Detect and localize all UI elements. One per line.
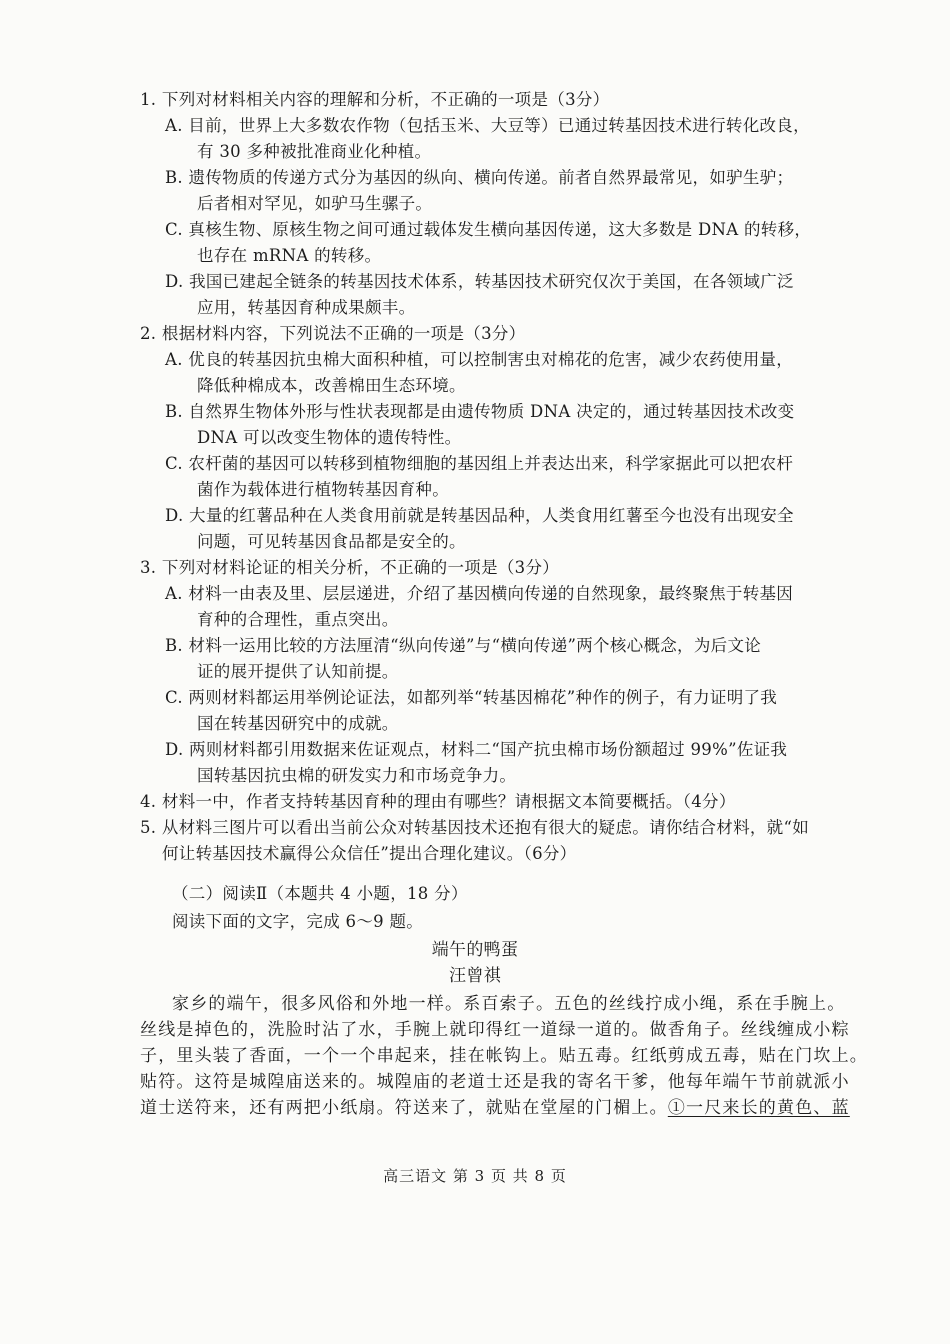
passage-line-4: 贴符。这符是城隍庙送来的。城隍庙的老道士还是我的寄名干爹，他每年端午节前就派小 [140, 1072, 850, 1092]
question-2-stem: 2. 根据材料内容，下列说法不正确的一项是（3分） [140, 324, 526, 343]
q3-option-c-cont: 国在转基因研究中的成就。 [197, 714, 399, 733]
q3-option-c: C. 两则材料都运用举例论证法，如都列举“转基因棉花”种作的例子，有力证明了我 [165, 688, 778, 707]
q1-option-c: C. 真核生物、原核生物之间可通过载体发生横向基因传递，这大多数是 DNA 的转移， [165, 220, 812, 239]
section-instruction: 阅读下面的文字，完成 6～9 题。 [172, 912, 424, 931]
story-author: 汪曾祺 [449, 966, 501, 986]
page-footer: 高三语文 第 3 页 共 8 页 [383, 1167, 567, 1185]
q1-option-a: A. 目前，世界上大多数农作物（包括玉米、大豆等）已通过转基因技术进行转化改良， [165, 116, 810, 135]
story-title: 端午的鸭蛋 [431, 940, 519, 960]
passage-line-3: 子，里头装了香面，一个一个串起来，挂在帐钩上。贴五毒。红纸剪成五毒，贴在门坎上。 [140, 1046, 868, 1066]
passage-line-5 [140, 1098, 850, 1118]
q1-option-d: D. 我国已建起全链条的转基因技术体系，转基因技术研究仅次于美国，在各领域广泛 [165, 272, 794, 291]
passage-line-5-text: 道士送符来，还有两把小纸扇。符送来了，就贴在堂屋的门楣上。 [140, 1098, 668, 1118]
q2-option-d: D. 大量的红薯品种在人类食用前就是转基因品种，人类食用红薯至今也没有出现安全 [165, 506, 794, 525]
passage-line-2: 丝线是掉色的，洗脸时沾了水，手腕上就印得红一道绿一道的。做香角子。丝线缠成小粽 [140, 1020, 850, 1040]
q1-option-d-cont: 应用，转基因育种成果颇丰。 [197, 298, 416, 317]
q3-option-d-cont: 国转基因抗虫棉的研发实力和市场竞争力。 [197, 766, 517, 785]
q3-option-b-cont: 证的展开提供了认知前提。 [197, 662, 399, 681]
section-title: （二）阅读Ⅱ（本题共 4 小题，18 分） [172, 884, 468, 903]
q2-option-a: A. 优良的转基因抗虫棉大面积种植，可以控制害虫对棉花的危害，减少农药使用量， [165, 350, 794, 369]
q2-option-a-cont: 降低种棉成本，改善棉田生态环境。 [197, 376, 466, 395]
passage-underlined-sentence: ①一尺来长的黄色、蓝 [667, 1098, 850, 1118]
passage-line-1: 家乡的端午，很多风俗和外地一样。系百索子。五色的丝线拧成小绳，系在手腕上。 [172, 994, 846, 1014]
q2-option-b-cont: DNA 可以改变生物体的遗传特性。 [197, 428, 462, 447]
q2-option-b: B. 自然界生物体外形与性状表现都是由遗传物质 DNA 决定的，通过转基因技术改变 [165, 402, 795, 421]
q3-option-a: A. 材料一由表及里、层层递进，介绍了基因横向传递的自然现象，最终聚焦于转基因 [165, 584, 794, 603]
question-5: 5. 从材料三图片可以看出当前公众对转基因技术还抱有很大的疑虑。请你结合材料，就“如 [140, 818, 810, 837]
question-5-cont: 何让转基因技术赢得公众信任”提出合理化建议。（6分） [162, 844, 577, 863]
q1-option-b: B. 遗传物质的传递方式分为基因的纵向、横向传递。前者自然界最常见，如驴生驴； [165, 168, 794, 187]
q1-option-a-cont: 有 30 多种被批准商业化种植。 [197, 142, 432, 161]
question-1-stem: 1. 下列对材料相关内容的理解和分析，不正确的一项是（3分） [140, 90, 610, 109]
q2-option-d-cont: 问题，可见转基因食品都是安全的。 [197, 532, 466, 551]
question-3-stem: 3. 下列对材料论证的相关分析，不正确的一项是（3分） [140, 558, 560, 577]
question-4: 4. 材料一中，作者支持转基因育种的理由有哪些？请根据文本简要概括。（4分） [140, 792, 736, 811]
q2-option-c: C. 农杆菌的基因可以转移到植物细胞的基因组上并表达出来，科学家据此可以把农杆 [165, 454, 794, 473]
q1-option-b-cont: 后者相对罕见，如驴马生骡子。 [197, 194, 433, 213]
q3-option-d: D. 两则材料都引用数据来佐证观点，材料二“国产抗虫棉市场份额超过 99%”佐证我 [165, 740, 788, 759]
q3-option-a-cont: 育种的合理性，重点突出。 [197, 610, 399, 629]
q3-option-b: B. 材料一运用比较的方法厘清“纵向传递”与“横向传递”两个核心概念，为后文论 [165, 636, 762, 655]
q2-option-c-cont: 菌作为载体进行植物转基因育种。 [197, 480, 449, 499]
q1-option-c-cont: 也存在 mRNA 的转移。 [197, 246, 382, 265]
